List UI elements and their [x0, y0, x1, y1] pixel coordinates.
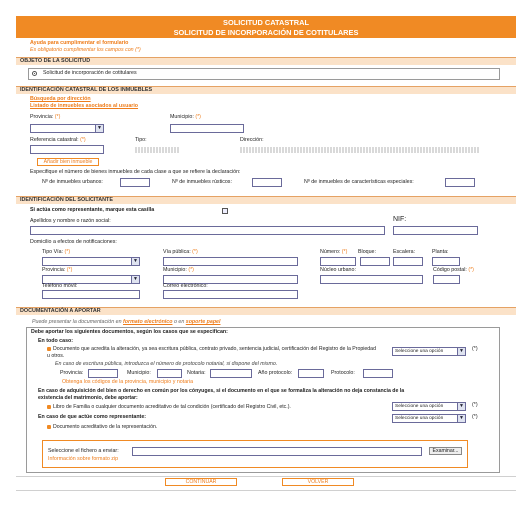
notaria-input[interactable] — [210, 369, 252, 378]
doc3-row — [47, 424, 157, 431]
domicilio-label: Domicilio a efectos de notificaciones: — [30, 239, 117, 245]
sol-provincia-label: Provincia: (*) — [42, 267, 73, 273]
required-note-row — [30, 47, 141, 53]
referencia-input[interactable] — [30, 145, 104, 154]
doc3-text: Documento acreditativo de la representación. — [53, 424, 158, 430]
doc1-text: Documento que acredita la alteración, ya sea escritura pública, contrato privado, sentencia judicial, certificación del Registro de la Propiedad u otros. — [47, 346, 376, 359]
fichero-input[interactable] — [132, 447, 422, 456]
adquisicion-label: En caso de adquisición del bien o derecho en común por los cónyuges, si el documento en el que se formaliza la alteración no deja constancia de la existencia del matrimonio, debe aportar: — [38, 388, 405, 401]
examinar-button[interactable]: Examinar... — [429, 447, 462, 455]
bullet-icon — [47, 405, 51, 409]
planta-input[interactable] — [432, 257, 460, 266]
required-note: Es obligatorio cumplimentar los campos con — [30, 47, 134, 53]
correo-input[interactable] — [163, 290, 298, 299]
especifique-label: Especifique el número de bienes inmuebles de cada clase a que se refiere la declaración: — [30, 169, 241, 175]
doc1-required: (*) — [472, 346, 478, 352]
telefono-label: Teléfono móvil: — [42, 283, 78, 289]
via-publica-input[interactable] — [163, 257, 298, 266]
bottom-divider — [16, 490, 516, 491]
help-link[interactable]: Ayuda para cumplimentar el formulario — [30, 40, 129, 46]
chevron-down-icon: ▼ — [457, 403, 465, 410]
numero-label: Número: (*) — [320, 249, 348, 255]
bloque-input[interactable] — [360, 257, 390, 266]
nucleo-input[interactable] — [320, 275, 423, 284]
o-en-text: o en — [173, 319, 185, 325]
tipo-via-label: Tipo Vía: (*) — [42, 249, 71, 255]
presentar-row — [32, 319, 220, 325]
doc2-required: (*) — [472, 402, 478, 408]
info-formato-link[interactable]: Información sobre formato zip — [48, 456, 119, 462]
doc2-text: Libro de Familia o cualquier documento acreditativo de tal condición (certificado del Registro Civil, etc.). — [53, 404, 291, 410]
sol-municipio-label: Municipio: (*) — [163, 267, 194, 273]
municipio-label: Municipio: (*) — [170, 114, 201, 120]
bullet-icon — [47, 425, 51, 429]
add-inmueble-button[interactable]: Añadir bien inmueble — [37, 158, 99, 166]
volver-button[interactable]: VOLVER — [282, 478, 354, 486]
required-mark: (*) — [135, 47, 141, 53]
codigo-postal-input[interactable] — [433, 275, 460, 284]
chevron-down-icon: ▼ — [457, 415, 465, 422]
section-objeto: OBJETO DE LA SOLICITUD — [16, 57, 516, 65]
nif-input[interactable] — [393, 226, 478, 235]
doc-provincia-input[interactable] — [88, 369, 118, 378]
chevron-down-icon: ▼ — [95, 125, 103, 132]
chevron-down-icon: ▼ — [131, 258, 139, 265]
busqueda-direccion-link[interactable]: Búsqueda por dirección — [30, 96, 91, 102]
doc2-row — [47, 404, 377, 411]
municipio-input[interactable] — [170, 124, 244, 133]
escritura-note: En caso de escritura pública, introduzca el número de protocolo notarial, si dispone del mismo. — [55, 361, 278, 367]
tipo-label: Tipo: — [135, 137, 147, 143]
en-todo-caso-label: En todo caso: — [38, 338, 74, 344]
codigo-postal-label: Código postal: (*) — [433, 267, 474, 273]
planta-label: Planta: — [432, 249, 449, 255]
section-inmuebles: IDENTIFICACIÓN CATASTRAL DE LOS INMUEBLES — [16, 86, 516, 94]
doc2-select[interactable]: Seleccione una opción ▼ — [392, 402, 466, 411]
notaria-label: Notaria: — [187, 370, 206, 376]
representante-label: Si actúa como representante, marque esta casilla — [30, 207, 155, 213]
numero-input[interactable] — [320, 257, 356, 266]
representante-checkbox[interactable] — [222, 208, 228, 214]
ano-protocolo-label: Año protocolo: — [258, 370, 293, 376]
doc1-row — [47, 346, 377, 359]
escalera-label: Escalera: — [393, 249, 416, 255]
doc-municipio-input[interactable] — [157, 369, 182, 378]
provincia-select[interactable] — [30, 124, 104, 133]
obtenga-codigos-link[interactable]: Obtenga los códigos de la provincia, municipio y notaria — [62, 379, 194, 385]
continuar-button[interactable]: CONTINUAR — [165, 478, 237, 486]
section-documentacion: DOCUMENTACIÓN A APORTAR — [16, 307, 516, 315]
chevron-down-icon: ▼ — [131, 276, 139, 283]
header-subtitle: SOLICITUD DE INCORPORACIÓN DE COTITULARES — [173, 27, 359, 37]
ano-protocolo-input[interactable] — [298, 369, 324, 378]
apellidos-input[interactable] — [30, 226, 385, 235]
debe-aportar-label: Debe aportar los siguientes documentos, según los casos que se especifican: — [31, 329, 228, 335]
correo-label: Correo electrónico: — [163, 283, 208, 289]
urbanos-input[interactable] — [120, 178, 150, 187]
telefono-input[interactable] — [42, 290, 140, 299]
objeto-radio[interactable] — [32, 71, 37, 76]
nif-label: NIF: — [393, 216, 407, 223]
section-solicitante: IDENTIFICACIÓN DEL SOLICITANTE — [16, 196, 516, 204]
doc-municipio-label: Municipio: — [127, 370, 151, 376]
fichero-label: Seleccione el fichero a enviar: — [48, 448, 119, 454]
via-publica-label: Vía pública: (*) — [163, 249, 198, 255]
apellidos-label: Apellidos y nombre o razón social: — [30, 218, 111, 224]
listado-inmuebles-link[interactable]: Listado de inmuebles asociados al usuario — [30, 103, 139, 109]
urbanos-label: Nº de inmuebles urbanos: — [42, 179, 103, 185]
page-header — [16, 16, 516, 38]
bloque-label: Bloque: — [358, 249, 376, 255]
provincia-label: Provincia: (*) — [30, 114, 61, 120]
tipo-value — [135, 147, 180, 153]
puede-text: Puede presentar la documentación en — [32, 319, 122, 325]
footer-divider — [16, 476, 516, 477]
referencia-label: Referencia catastral: (*) — [30, 137, 86, 143]
header-title: SOLICITUD CATASTRAL — [223, 18, 309, 27]
doc3-select[interactable]: Seleccione una opción ▼ — [392, 414, 466, 423]
nucleo-label: Núcleo urbano: — [320, 267, 356, 273]
soporte-papel-link[interactable]: soporte papel — [185, 319, 221, 325]
tipo-via-select[interactable] — [42, 257, 140, 266]
bullet-icon — [47, 347, 51, 351]
help-link-row — [30, 40, 128, 46]
especiales-input[interactable] — [445, 178, 475, 187]
protocolo-label: Protocolo: — [331, 370, 355, 376]
formato-electronico-link[interactable]: formato electrónico — [123, 319, 173, 325]
rusticos-label: Nº de inmuebles rústicos: — [172, 179, 232, 185]
objeto-option-label: Solicitud de incorporación de cotitulares — [43, 70, 137, 76]
especiales-label: Nº de inmuebles de características especiales: — [304, 179, 414, 185]
protocolo-input[interactable] — [363, 369, 393, 378]
direccion-value — [240, 147, 480, 153]
chevron-down-icon: ▼ — [457, 348, 465, 355]
doc1-select[interactable]: Seleccione una opción ▼ — [392, 347, 466, 356]
representante-caso-label: En caso de que actúe como representante: — [38, 414, 147, 420]
rusticos-input[interactable] — [252, 178, 282, 187]
doc-provincia-label: Provincia: — [60, 370, 84, 376]
escalera-input[interactable] — [393, 257, 423, 266]
direccion-label: Dirección: — [240, 137, 264, 143]
doc3-required: (*) — [472, 414, 478, 420]
